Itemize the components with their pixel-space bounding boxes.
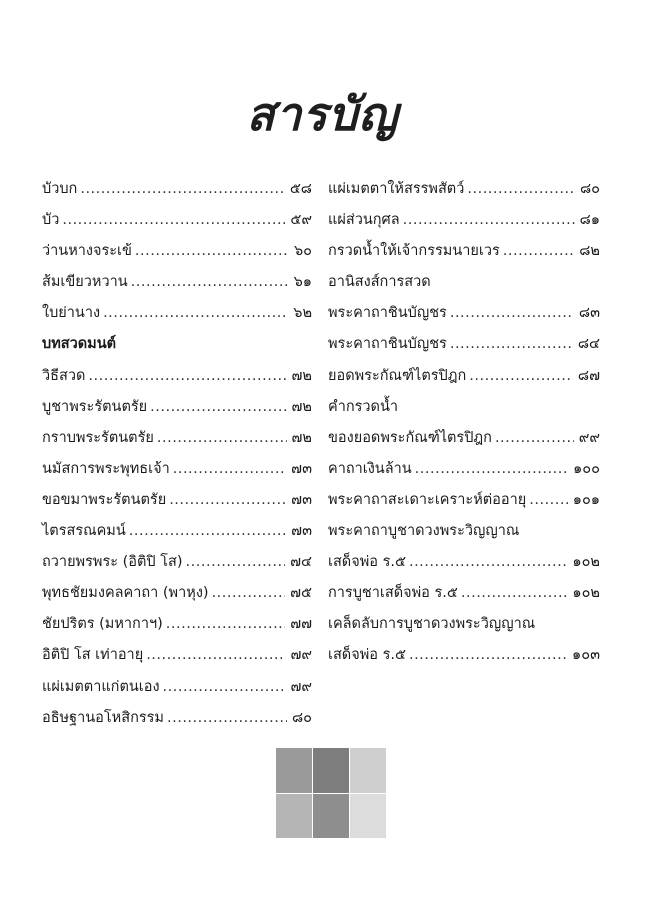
toc-page-number: ๖๒	[293, 305, 312, 322]
dot-leader	[103, 298, 288, 329]
collage-photo-tile	[276, 794, 312, 839]
toc-page-number: ๗๕	[290, 585, 312, 602]
toc-entry	[328, 329, 600, 360]
dot-leader	[503, 236, 574, 267]
toc-entry-title: นมัสการพระพุทธเจ้า	[42, 460, 170, 477]
toc-page-number: ๗๒	[291, 398, 312, 415]
dot-leader	[131, 267, 289, 298]
toc-entry-title: ถวายพรพระ (อิติปิ โส)	[42, 554, 183, 571]
toc-page-number: ๗๓	[291, 491, 312, 508]
toc-entry	[328, 578, 600, 609]
toc-page-number: ๘๗	[577, 367, 600, 384]
toc-column-left	[42, 174, 312, 734]
dot-leader	[467, 174, 575, 205]
toc-page-number: ๗๒	[291, 367, 312, 384]
toc-page-number: ๗๗	[290, 616, 312, 633]
toc-entry-title: พระคาถาบูชาดวงพระวิญญาณ	[328, 523, 520, 540]
toc-entry	[42, 267, 312, 298]
toc-entry	[328, 361, 600, 392]
dot-leader	[461, 578, 568, 609]
toc-entry-title: บทสวดมนต์	[42, 336, 117, 353]
dot-leader	[403, 205, 575, 236]
toc-entry	[328, 267, 600, 298]
toc-entry	[42, 236, 312, 267]
toc-page-number: ๖๑	[293, 274, 312, 291]
toc-entry-title: ใบย่านาง	[42, 305, 101, 322]
toc-entry-title: เคล็ดลับการบูชาดวงพระวิญญาณ	[328, 616, 536, 633]
toc-entry-title: ยอดพระกัณฑ์ไตรปิฎก	[328, 367, 467, 384]
toc-entry	[328, 609, 600, 640]
toc-entry	[42, 485, 312, 516]
dot-leader	[62, 205, 285, 236]
toc-entry	[328, 454, 600, 485]
dot-leader	[450, 298, 574, 329]
toc-page-number: ๘๓	[578, 305, 600, 322]
collage-photo-tile	[276, 748, 312, 793]
dot-leader	[129, 516, 286, 547]
toc-entry	[328, 392, 600, 423]
dot-leader	[135, 236, 289, 267]
toc-page-number: ๘๐	[291, 709, 312, 726]
toc-entry-title: ว่านหางจระเข้	[42, 243, 132, 260]
toc-page-number: ๗๓	[291, 460, 312, 477]
toc-page-number: ๕๘	[289, 181, 312, 197]
toc-entry-title: ไตรสรณคมน์	[42, 523, 126, 540]
toc-page-number: ๗๙	[290, 678, 312, 695]
dot-leader	[409, 547, 567, 578]
dot-leader	[146, 640, 285, 671]
toc-entry	[42, 578, 312, 609]
toc-entry	[328, 485, 600, 516]
dot-leader	[415, 454, 568, 485]
toc-entry	[42, 516, 312, 547]
toc-entry-title: บูชาพระรัตนตรัย	[42, 398, 148, 415]
dot-leader	[167, 703, 287, 734]
toc-entry-title: แผ่เมตตาให้สรรพสัตว์	[328, 181, 465, 197]
dot-leader	[150, 392, 286, 423]
dot-leader	[212, 578, 286, 609]
toc-entry-title: พระคาถาชินบัญชร	[328, 305, 447, 322]
collage-photo-tile	[313, 794, 349, 839]
toc-page-number: ๑๐๒	[572, 554, 600, 571]
dot-leader	[495, 423, 574, 454]
toc-entry-title: พระคาถาสะเดาะเคราะห์ต่ออายุ	[328, 491, 527, 508]
dot-leader	[409, 640, 567, 671]
toc-entry	[42, 361, 312, 392]
toc-entry	[42, 703, 312, 734]
dot-leader	[80, 174, 284, 205]
toc-page-number: ๗๔	[290, 554, 312, 571]
toc-entry-title: อธิษฐานอโหสิกรรม	[42, 709, 164, 726]
toc-entry-title: เสด็จพ่อ ร.๕	[328, 554, 406, 571]
toc-page-number: ๗๒	[291, 429, 312, 446]
toc-entry	[42, 174, 312, 205]
toc-entry	[42, 672, 312, 703]
dot-leader	[88, 361, 286, 392]
toc-entry-title: ของยอดพระกัณฑ์ไตรปิฎก	[328, 429, 492, 446]
toc-entry-title: การบูชาเสด็จพ่อ ร.๕	[328, 585, 458, 602]
toc-page-number: ๑๐๒	[572, 585, 600, 602]
toc-page-number: ๙๙	[578, 429, 600, 446]
toc-entry	[42, 423, 312, 454]
toc-entry-title: พระคาถาชินบัญชร	[328, 336, 447, 353]
dot-leader	[157, 423, 287, 454]
toc-entry-title: พุทธชัยมงคลคาถา (พาหุง)	[42, 585, 209, 602]
toc-entry	[328, 423, 600, 454]
toc-entry	[42, 298, 312, 329]
dot-leader	[186, 547, 286, 578]
toc-entry-title: ส้มเขียวหวาน	[42, 274, 128, 291]
toc-page-number: ๑๐๓	[572, 647, 600, 664]
dot-leader	[163, 672, 286, 703]
toc-entry-title: อิติปิ โส เท่าอายุ	[42, 647, 144, 664]
toc-entry	[42, 392, 312, 423]
toc-page-number: ๘๒	[579, 243, 600, 260]
toc-entry-title: คาถาเงินล้าน	[328, 460, 412, 477]
toc-entry-title: วิธีสวด	[42, 367, 86, 384]
toc-entry	[328, 174, 600, 205]
dot-leader	[529, 485, 567, 516]
toc-page-number: ๕๙	[290, 212, 312, 229]
toc-entry-title: กราบพระรัตนตรัย	[42, 429, 154, 446]
toc-page-number: ๖๐	[293, 243, 312, 260]
toc-column-right	[328, 174, 600, 672]
dot-leader	[450, 329, 573, 360]
decorative-photo-collage	[276, 748, 386, 838]
dot-leader	[169, 485, 286, 516]
dot-leader	[173, 454, 286, 485]
toc-entry-title: บัวบก	[42, 181, 78, 197]
toc-page-number: ๘๑	[579, 212, 600, 229]
toc-entry-title: ชัยปริตร (มหากาฯ)	[42, 616, 163, 633]
toc-entry	[42, 609, 312, 640]
toc-entry-title: บัว	[42, 212, 60, 229]
toc-page-number: ๑๐๐	[573, 460, 600, 477]
toc-entry	[42, 640, 312, 671]
page-title: สารบัญ	[246, 87, 399, 141]
toc-entry-title: คำกรวดน้ำ	[328, 398, 399, 415]
toc-entry-title: แผ่เมตตาแก่ตนเอง	[42, 678, 160, 695]
toc-page-number: ๗๙	[290, 647, 312, 664]
toc-entry	[42, 547, 312, 578]
toc-entry	[328, 298, 600, 329]
toc-entry	[42, 205, 312, 236]
toc-section-heading	[42, 329, 312, 360]
toc-entry	[42, 454, 312, 485]
toc-entry	[328, 236, 600, 267]
toc-entry	[328, 640, 600, 671]
collage-photo-tile	[350, 748, 386, 793]
collage-photo-tile	[350, 794, 386, 839]
toc-page-number: ๑๐๑	[572, 491, 600, 508]
toc-entry-title: แผ่ส่วนกุศล	[328, 212, 400, 229]
toc-entry-title: เสด็จพ่อ ร.๕	[328, 647, 406, 664]
toc-entry-title: ขอขมาพระรัตนตรัย	[42, 491, 167, 508]
dot-leader	[469, 361, 573, 392]
toc-entry-title: กรวดน้ำให้เจ้ากรรมนายเวร	[328, 243, 500, 260]
toc-page-number: ๘๔	[577, 336, 600, 353]
toc-entry	[328, 547, 600, 578]
collage-photo-tile	[313, 748, 349, 793]
toc-entry	[328, 205, 600, 236]
toc-page-number: ๘๐	[579, 181, 600, 197]
toc-entry	[328, 516, 600, 547]
toc-page-number: ๗๓	[291, 523, 312, 540]
toc-entry-title: อานิสงส์การสวด	[328, 274, 431, 291]
dot-leader	[166, 609, 285, 640]
